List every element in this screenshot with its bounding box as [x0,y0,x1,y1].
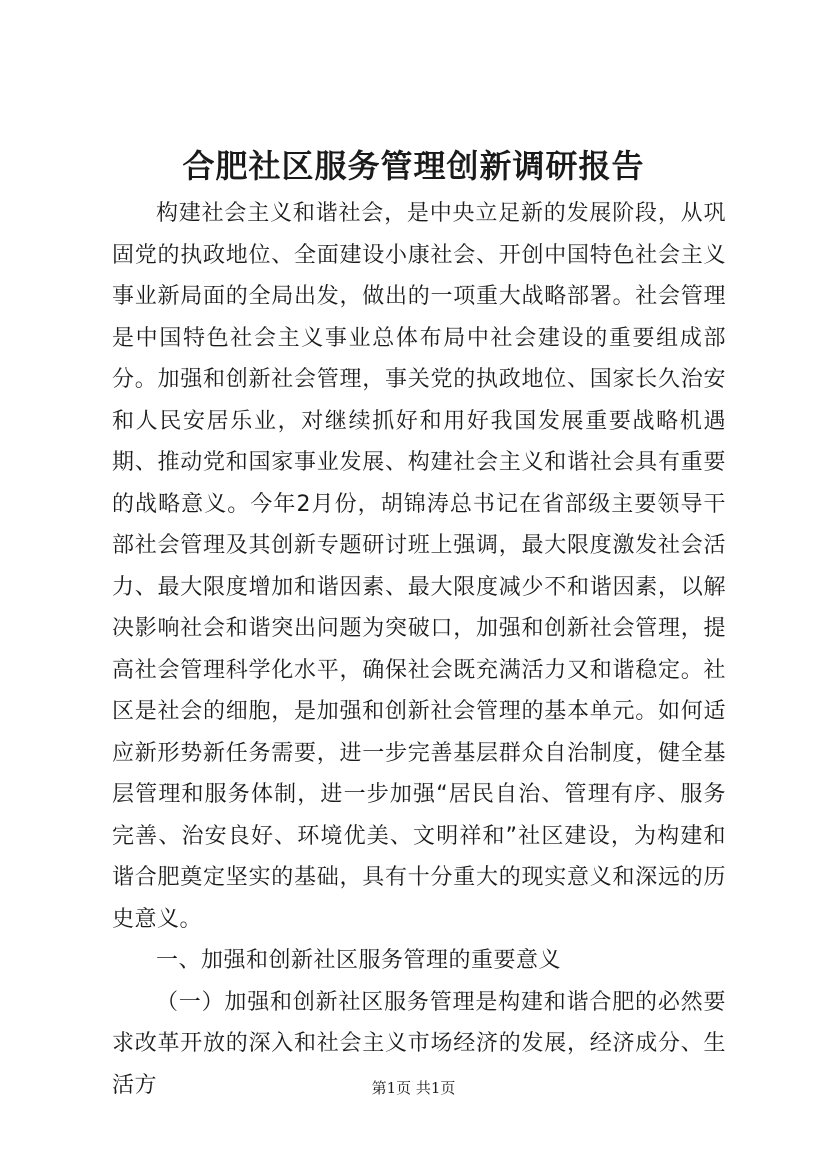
page-number-footer: 第1页 共1页 [371,1079,456,1097]
section-heading: 一、加强和创新社区服务管理的重要意义 [156,948,562,973]
paragraph-intro: 构建社会主义和谐社会，是中央立足新的发展阶段，从巩固党的执政地位、全面建设小康社会、开创中国特色社会主义事业新局面的全局出发，做出的一项重大战略部署。社会管理是中国特色社会主义事业总体布局中社会建设的重要组成部分。加强和创新社会管理，事关党的执政地位、国家长久治安和人民安居乐业，对继续抓好和用好我国发展重要战略机遇期、推动党和国家事业发展、构建社会主义和谐社会具有重要的战略意义。今年2月份，胡锦涛总书记在省部级主要领导干部社会管理及其创新专题研讨班上强调，最大限度激发社会活力、最大限度增加和谐因素、最大限度减少不和谐因素，以解决影响社会和谐突出问题为突破口，加强和创新社会管理，提高社会管理科学化水平，确保社会既充满活力又和谐稳定。社区是社会的细胞，是加强和创新社会管理的基本单元。如何适应新形势新任务需要，进一步完善基层群众自治制度，健全基层管理和服务体制，进一步加强“居民自治、管理有序、服务完善、治安良好、环境优美、文明祥和”社区建设，为构建和谐合肥奠定坚实的基础，具有十分重大的现实意义和深远的历史意义。 [112,201,726,932]
subsection-paragraph: （一）加强和创新社区服务管理是构建和谐合肥的必然要求改革开放的深入和社会主义市场经济的发展，经济成分、生活方 [112,989,726,1098]
document-title: 合肥社区服务管理创新调研报告 [182,147,645,185]
document-body [112,193,726,1106]
